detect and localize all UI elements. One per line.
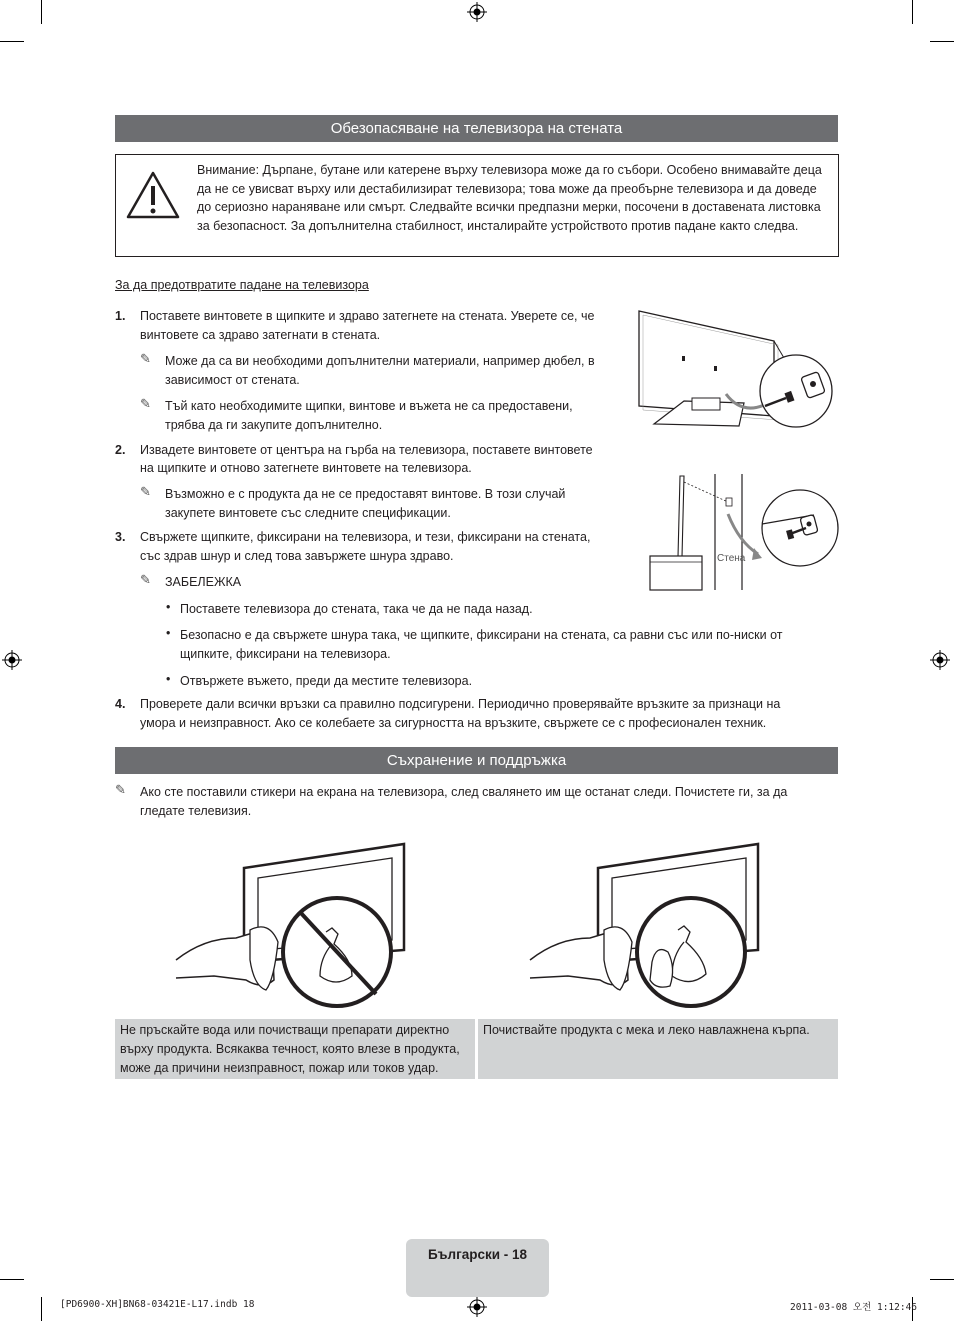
bullet-text: Поставете телевизора до стената, така че да не пада назад.	[180, 602, 533, 616]
note-text: закупете винтовете със следните спецификации.	[165, 506, 451, 520]
caption-line: Почиствайте продукта с мека и леко навлажнена кърпа.	[483, 1023, 810, 1037]
file-info: [PD6900-XH]BN68-03421E-L17.indb 18	[60, 1299, 255, 1310]
note-pencil-icon: ✎	[140, 351, 151, 366]
warning-body: : Дърпане, бутане или катерене върху телевизора може да го събори. Особено внимавайте деца да не се увисват върху или дестабилизират телевизора; това може да преобърне телевизора и да доведе до сериозно нараняване или смърт. Следвайте всички предпазни мерки, посочени в доставената листовка за безопасност. За допълнителна стабилност, инсталирайте устройството против падане както следва.	[197, 163, 822, 233]
caption-no-spray	[115, 1019, 475, 1079]
note-pencil-icon: ✎	[140, 484, 151, 499]
crop-mark	[41, 1297, 42, 1321]
prevent-fall-heading: За да предотвратите падане на телевизора	[115, 278, 369, 292]
warning-box	[115, 154, 839, 257]
step-text: Проверете дали всички връзки са правилно подсигурени. Периодично проверявайте връзките за признаци на	[140, 697, 781, 711]
note-text: Тъй като необходимите щипки, винтове и въжета не са предоставени,	[165, 399, 573, 413]
caption-line: Не пръскайте вода или почистващи препарати директно	[120, 1023, 450, 1037]
step-number: 3.	[115, 530, 126, 544]
caption-line: върху продукта. Всякаква течност, която влезе в продукта,	[120, 1042, 460, 1056]
registration-mark-icon	[467, 1297, 487, 1317]
note-label: ЗАБЕЛЕЖКА	[165, 575, 242, 589]
step-text: със здрав шнур и след това завържете шнура здраво.	[140, 549, 454, 563]
page-number-tab	[406, 1239, 549, 1297]
registration-mark-icon	[930, 650, 950, 670]
step-text: Извадете винтовете от центъра на гърба на телевизора, поставете винтовете	[140, 443, 593, 457]
wipe-cloth-illustration	[528, 840, 763, 1008]
crop-mark	[930, 41, 954, 42]
tv-wall-cord-illustration	[644, 472, 844, 594]
crop-mark	[912, 0, 913, 24]
step-text: Поставете винтовете в щипките и здраво затегнете на стената. Уверете се, че	[140, 309, 595, 323]
print-timestamp: 2011-03-08 오전 1:12:46	[790, 1302, 918, 1313]
step-number: 1.	[115, 309, 126, 323]
bullet-text: Отвържете въжето, преди да местите телевизора.	[180, 674, 473, 688]
note-pencil-icon: ✎	[140, 396, 151, 411]
warning-triangle-icon	[125, 169, 181, 221]
step-text: винтовете са здраво затегнати в стената.	[140, 328, 381, 342]
warning-text	[197, 161, 827, 235]
note-text: Възможно е с продукта да не се предоставят винтове. В този случай	[165, 487, 566, 501]
bullet-icon: •	[166, 672, 171, 686]
crop-mark	[0, 41, 24, 42]
note-text: Може да са ви необходими допълнителни материали, например дюбел, в	[165, 354, 595, 368]
note-text: Ако сте поставили стикери на екрана на телевизора, след свалянето им ще останат следи. Почистете ги, за да	[140, 785, 788, 799]
bullet-icon: •	[166, 626, 171, 640]
note-pencil-icon: ✎	[115, 782, 126, 797]
no-spray-illustration	[174, 840, 409, 1008]
step-number: 4.	[115, 697, 126, 711]
crop-mark	[41, 0, 42, 24]
note-text: зависимост от стената.	[165, 373, 300, 387]
bullet-text: Безопасно е да свържете шнура така, че щипките, фиксирани на стената, са равни със или по-ниски от	[180, 628, 783, 642]
note-text: гледате телевизия.	[140, 804, 252, 818]
crop-mark	[930, 1279, 954, 1280]
step-text: Свържете щипките, фиксирани на телевизора, и тези, фиксирани на стената,	[140, 530, 591, 544]
page-label: Български - 18	[427, 1247, 528, 1262]
step-text: на щипките и отново затегнете винтовете на телевизора.	[140, 461, 472, 475]
section-title-storage: Съхранение и поддръжка	[115, 747, 838, 774]
warning-label: Внимание	[197, 163, 256, 177]
registration-mark-icon	[467, 2, 487, 22]
tv-back-clip-illustration	[634, 306, 844, 441]
wall-label: Стена	[717, 553, 746, 564]
step-text: умора и неизправност. Ако се колебаете за сигурността на връзките, свържете се с професионален техник.	[140, 716, 767, 730]
bullet-icon: •	[166, 600, 171, 614]
section-title-wall-mount: Обезопасяване на телевизора на стената	[115, 115, 838, 142]
note-text: трябва да ги закупите допълнително.	[165, 418, 383, 432]
registration-mark-icon	[2, 650, 22, 670]
crop-mark	[0, 1279, 24, 1280]
caption-wipe	[478, 1019, 838, 1079]
step-number: 2.	[115, 443, 126, 457]
bullet-text: щипките, фиксирани на телевизора.	[180, 647, 391, 661]
note-pencil-icon: ✎	[140, 572, 151, 587]
caption-line: може да причини неизправност, пожар или токов удар.	[120, 1061, 439, 1075]
